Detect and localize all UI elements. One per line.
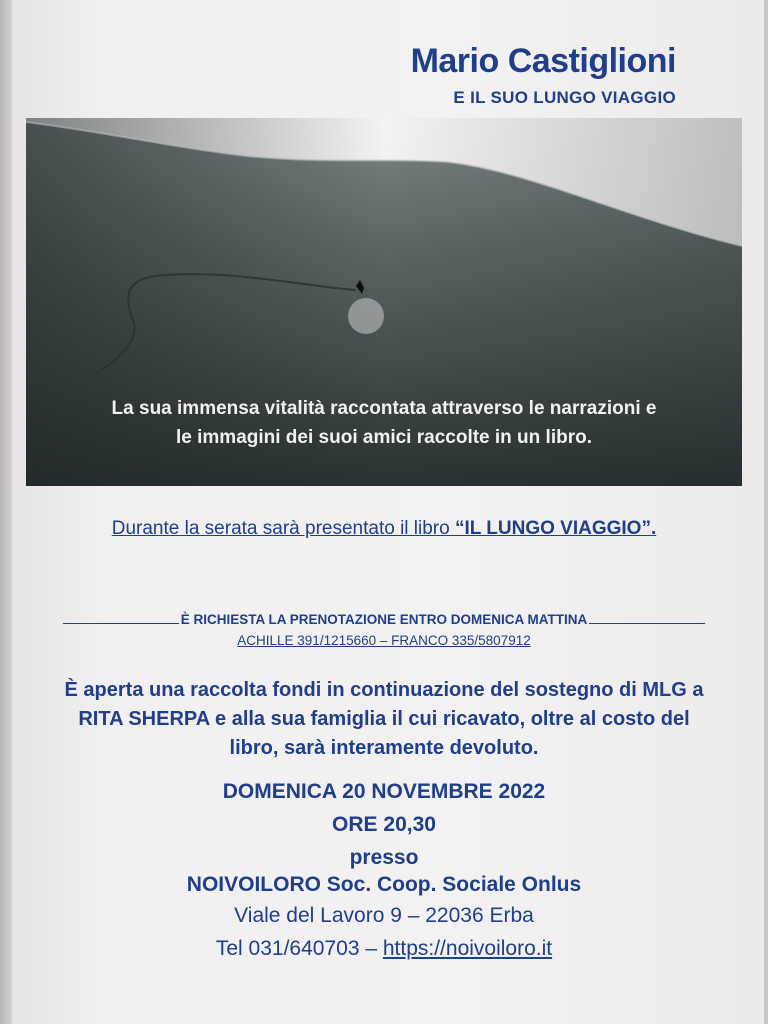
fundraising-line1: È aperta una raccolta fondi in continuazione del sostegno di MLG a bbox=[64, 679, 704, 701]
contacts-text: ACHILLE 391/1215660 – FRANCO 335/5807912 bbox=[237, 633, 531, 648]
event-time: ORE 20,30 bbox=[332, 813, 436, 836]
photo-caption-line2: le immagini dei suoi amici raccolte in un libro. bbox=[176, 427, 592, 448]
event-phone: Tel 031/640703 – bbox=[215, 937, 383, 960]
mountain-skier-photo bbox=[26, 118, 742, 486]
serata-text: Durante la serata sarà presentato il libro bbox=[111, 518, 455, 539]
flyer-subtitle: E IL SUO LUNGO VIAGGIO bbox=[453, 88, 676, 107]
reservation-text: È RICHIESTA LA PRENOTAZIONE ENTRO DOMENICA MATTINA bbox=[180, 612, 588, 627]
event-presso: presso bbox=[349, 846, 419, 869]
event-date: DOMENICA 20 NOVEMBRE 2022 bbox=[222, 780, 546, 803]
event-address: Viale del Lavoro 9 – 22036 Erba bbox=[234, 904, 534, 927]
photo-caption-line1: La sua immensa vitalità raccontata attraverso le narrazioni e bbox=[111, 398, 657, 419]
event-phone-line bbox=[26, 937, 742, 961]
reservation-contacts bbox=[26, 633, 742, 648]
fundraising-line3: libro, sarà interamente devoluto. bbox=[229, 737, 539, 759]
underline-rule-right bbox=[589, 623, 705, 624]
reservation-notice bbox=[26, 612, 742, 627]
book-title: “IL LUNGO VIAGGIO”. bbox=[454, 518, 657, 539]
fundraising-line2: RITA SHERPA e alla sua famiglia il cui ricavato, oltre al costo del bbox=[78, 708, 690, 730]
fundraising-paragraph bbox=[26, 676, 742, 763]
book-presentation-line bbox=[26, 518, 742, 540]
website-link[interactable]: https://noivoiloro.it bbox=[382, 937, 553, 960]
underline-rule-left bbox=[63, 623, 179, 624]
event-schedule bbox=[26, 775, 742, 874]
paper-left-edge bbox=[0, 0, 12, 1024]
event-venue: NOIVOILORO Soc. Coop. Sociale Onlus bbox=[186, 873, 582, 896]
flyer-title: Mario Castiglioni bbox=[410, 42, 676, 80]
photo-caption bbox=[26, 394, 742, 452]
